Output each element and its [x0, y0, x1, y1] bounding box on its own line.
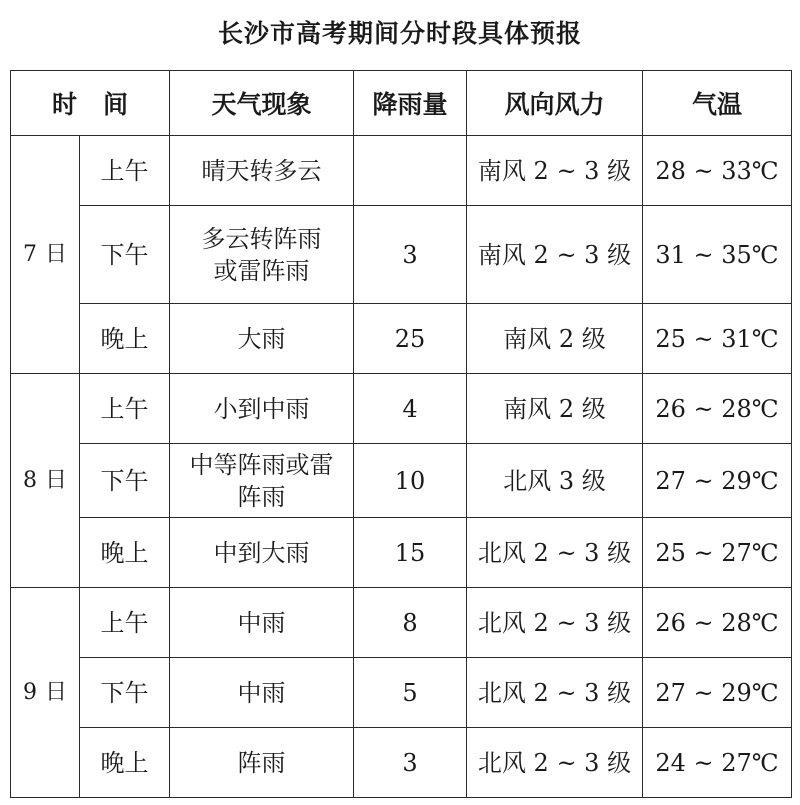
weather-text: 小到中雨	[213, 394, 310, 423]
rain-cell: 10	[354, 444, 467, 518]
period-cell: 下午	[80, 444, 170, 518]
temp-cell: 28 ~ 33℃	[643, 136, 792, 206]
rain-cell: 4	[354, 374, 467, 444]
temp-cell: 26 ~ 28℃	[643, 374, 792, 444]
temp-cell: 24 ~ 27℃	[643, 728, 792, 798]
period-cell: 晚上	[80, 518, 170, 588]
day-unit: 日	[44, 679, 67, 705]
period-cell: 晚上	[80, 304, 170, 374]
wind-cell: 南风 2 ~ 3 级	[467, 136, 643, 206]
temp-cell: 26 ~ 28℃	[643, 588, 792, 658]
rain-cell: 15	[354, 518, 467, 588]
rain-cell	[354, 136, 467, 206]
weather-cell	[170, 518, 354, 588]
day-number: 9	[22, 679, 37, 705]
day-unit: 日	[44, 467, 67, 493]
weather-cell	[170, 588, 354, 658]
weather-text: 晴天转多云	[201, 156, 322, 185]
table-row	[11, 206, 792, 304]
temp-cell: 25 ~ 27℃	[643, 518, 792, 588]
day-number: 7	[22, 241, 37, 267]
table-row	[11, 136, 792, 206]
period-cell: 上午	[80, 136, 170, 206]
weather-cell	[170, 444, 354, 518]
day-unit: 日	[44, 241, 67, 267]
day-number: 8	[22, 467, 37, 493]
temp-cell: 27 ~ 29℃	[643, 444, 792, 518]
header-rain: 降雨量	[354, 71, 467, 136]
rain-cell: 5	[354, 658, 467, 728]
wind-cell: 南风 2 级	[467, 374, 643, 444]
weather-cell	[170, 136, 354, 206]
wind-cell: 北风 2 ~ 3 级	[467, 518, 643, 588]
wind-cell: 南风 2 ~ 3 级	[467, 206, 643, 304]
weather-text: 中到大雨	[213, 538, 310, 567]
wind-cell: 北风 2 ~ 3 级	[467, 728, 643, 798]
table-row	[11, 518, 792, 588]
day-cell	[11, 374, 80, 588]
temp-cell: 25 ~ 31℃	[643, 304, 792, 374]
header-time: 时间	[11, 71, 170, 136]
day-cell	[11, 136, 80, 374]
wind-cell: 北风 3 级	[467, 444, 643, 518]
weather-cell	[170, 304, 354, 374]
weather-cell	[170, 728, 354, 798]
temp-cell: 31 ~ 35℃	[643, 206, 792, 304]
weather-text: 阵雨	[237, 748, 286, 777]
header-wind: 风向风力	[467, 71, 643, 136]
weather-text: 多云转阵雨或雷阵雨	[201, 224, 322, 285]
weather-text: 中雨	[237, 678, 286, 707]
table-row	[11, 444, 792, 518]
table-row	[11, 374, 792, 444]
table-row	[11, 658, 792, 728]
weather-cell	[170, 206, 354, 304]
weather-text: 中雨	[237, 608, 286, 637]
weather-text: 中等阵雨或雷阵雨	[189, 450, 334, 511]
period-cell: 晚上	[80, 728, 170, 798]
period-cell: 上午	[80, 374, 170, 444]
weather-cell	[170, 658, 354, 728]
rain-cell: 25	[354, 304, 467, 374]
period-cell: 下午	[80, 658, 170, 728]
day-cell	[11, 588, 80, 798]
header-weather: 天气现象	[170, 71, 354, 136]
table-row	[11, 304, 792, 374]
header-temp: 气温	[643, 71, 792, 136]
forecast-table	[10, 70, 792, 798]
weather-text: 大雨	[237, 324, 286, 353]
wind-cell: 北风 2 ~ 3 级	[467, 658, 643, 728]
table-row	[11, 728, 792, 798]
temp-cell: 27 ~ 29℃	[643, 658, 792, 728]
rain-cell: 8	[354, 588, 467, 658]
wind-cell: 北风 2 ~ 3 级	[467, 588, 643, 658]
page-title: 长沙市高考期间分时段具体预报	[217, 19, 582, 48]
weather-cell	[170, 374, 354, 444]
table-header-row	[11, 71, 792, 136]
rain-cell: 3	[354, 206, 467, 304]
period-cell: 上午	[80, 588, 170, 658]
rain-cell: 3	[354, 728, 467, 798]
table-row	[11, 588, 792, 658]
period-cell: 下午	[80, 206, 170, 304]
wind-cell: 南风 2 级	[467, 304, 643, 374]
